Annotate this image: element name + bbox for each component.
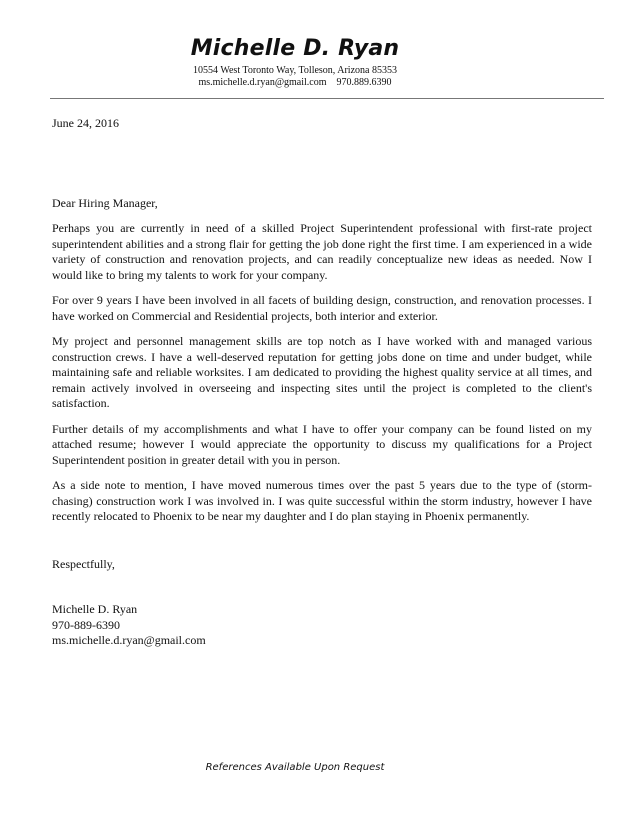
signature-block xyxy=(52,602,592,649)
signature-email: ms.michelle.d.ryan@gmail.com xyxy=(52,633,206,647)
references-note: References Available Upon Request xyxy=(205,762,385,773)
sender-contact-line xyxy=(0,77,590,89)
sender-email: ms.michelle.d.ryan@gmail.com xyxy=(198,77,327,88)
signature-name: Michelle D. Ryan xyxy=(52,602,138,616)
paragraph-further-details: Further details of my accomplishments and what I have to offer your company can be found listed on my attached resume; however I would appreciate the opportunity to discuss my qualifications for a Project Superintendent position in greater detail with you in person. xyxy=(52,421,592,467)
closing: Respectfully, xyxy=(52,556,115,571)
letterhead xyxy=(0,36,590,89)
sender-phone: 970.889.6390 xyxy=(336,77,392,88)
signature-phone: 970-889-6390 xyxy=(52,617,120,632)
sender-address: 10554 West Toronto Way, Tolleson, Arizona 85353 xyxy=(193,65,397,76)
letter-date: June 24, 2016 xyxy=(52,116,119,130)
paragraph-introduction: Perhaps you are currently in need of a skilled Project Superintendent professional with first-rate project superintendent abilities and a strong flair for getting the job done right the first time. I am experienced in a wide variety of construction and renovation projects, and can readily conceptualize new ideas as needed. Now I would like to bring my talents to work for your company. xyxy=(52,221,592,282)
paragraph-management-skills: My project and personnel management skills are top notch as I have worked with and managed various construction crews. I have a well-deserved reputation for getting jobs done on time and under budget, while maintaining safe and reliable worksites. I am dedicated to providing the highest quality service at all times, and remain actively involved in overseeing and inspecting sites until the project is completed to the client's satisfaction. xyxy=(52,334,592,410)
letter-body xyxy=(52,116,592,649)
paragraph-experience: For over 9 years I have been involved in all facets of building design, construction, and renovation processes. I have worked on Commercial and Residential projects, both interior and exterior. xyxy=(52,293,592,323)
sender-name: Michelle D. Ryan xyxy=(190,36,400,61)
salutation: Dear Hiring Manager, xyxy=(52,195,158,210)
paragraph-side-note: As a side note to mention, I have moved numerous times over the past 5 years due to the type of (storm-chasing) construction work I was involved in. I was quite successful within the storm industry, however I have recently relocated to Phoenix to be near my daughter and I do plan staying in Phoenix permanently. xyxy=(52,478,592,523)
header-divider xyxy=(50,98,604,99)
